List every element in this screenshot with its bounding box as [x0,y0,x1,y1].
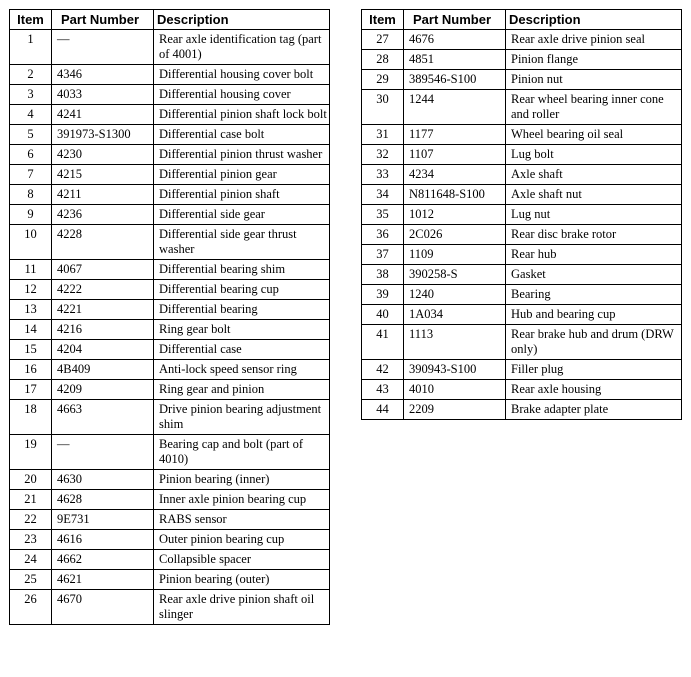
part-number-cell: 4234 [404,165,506,185]
item-number-cell: 43 [362,380,404,400]
item-number-cell: 20 [10,470,52,490]
item-number-cell: 1 [10,30,52,65]
parts-table-left-body [10,30,330,625]
item-number-cell: 36 [362,225,404,245]
item-number-cell: 34 [362,185,404,205]
item-number-cell: 32 [362,145,404,165]
item-number-cell: 44 [362,400,404,420]
description-cell: Pinion bearing (inner) [154,470,330,490]
item-number-cell: 30 [362,90,404,125]
item-number-cell: 22 [10,510,52,530]
description-cell: Axle shaft nut [506,185,682,205]
part-number-cell: 1107 [404,145,506,165]
table-row [10,570,330,590]
table-row [362,90,682,125]
description-cell: Rear hub [506,245,682,265]
part-number-cell: 4346 [52,65,154,85]
table-row [362,245,682,265]
column-header-description: Description [154,10,330,30]
item-number-cell: 14 [10,320,52,340]
item-number-cell: 23 [10,530,52,550]
parts-table-right [361,9,682,420]
part-number-cell: 9E731 [52,510,154,530]
table-row [10,550,330,570]
table-row [10,260,330,280]
part-number-cell: N811648-S100 [404,185,506,205]
description-cell: Differential side gear [154,205,330,225]
part-number-cell: 389546-S100 [404,70,506,90]
description-cell: Pinion bearing (outer) [154,570,330,590]
item-number-cell: 16 [10,360,52,380]
description-cell: Bearing [506,285,682,305]
table-row [10,380,330,400]
table-row [362,305,682,325]
item-number-cell: 19 [10,435,52,470]
part-number-cell: 1240 [404,285,506,305]
part-number-cell: 2C026 [404,225,506,245]
table-row [362,225,682,245]
part-number-cell: 4662 [52,550,154,570]
part-number-cell: 4010 [404,380,506,400]
item-number-cell: 38 [362,265,404,285]
table-row [10,340,330,360]
column-header-part-number: Part Number [404,10,506,30]
table-row [362,205,682,225]
table-row [10,225,330,260]
parts-table-right-body [362,30,682,420]
column-header-description: Description [506,10,682,30]
column-header-item: Item [362,10,404,30]
part-number-cell: 4211 [52,185,154,205]
item-number-cell: 7 [10,165,52,185]
description-cell: Wheel bearing oil seal [506,125,682,145]
table-row [10,185,330,205]
item-number-cell: 26 [10,590,52,625]
description-cell: Rear brake hub and drum (DRW only) [506,325,682,360]
table-header-row [362,10,682,30]
item-number-cell: 31 [362,125,404,145]
part-number-cell: 4630 [52,470,154,490]
part-number-cell: 4209 [52,380,154,400]
table-row [10,280,330,300]
description-cell: Rear axle housing [506,380,682,400]
description-cell: Pinion nut [506,70,682,90]
part-number-cell: 4228 [52,225,154,260]
description-cell: Hub and bearing cup [506,305,682,325]
description-cell: Differential housing cover [154,85,330,105]
table-row [362,165,682,185]
part-number-cell: 4215 [52,165,154,185]
part-number-cell: 390943-S100 [404,360,506,380]
description-cell: Brake adapter plate [506,400,682,420]
description-cell: Differential pinion thrust washer [154,145,330,165]
part-number-cell: 4B409 [52,360,154,380]
part-number-cell: 2209 [404,400,506,420]
table-row [10,510,330,530]
part-number-cell: 1012 [404,205,506,225]
table-row [362,360,682,380]
description-cell: Ring gear bolt [154,320,330,340]
part-number-cell: 4663 [52,400,154,435]
item-number-cell: 39 [362,285,404,305]
part-number-cell: 391973-S1300 [52,125,154,145]
part-number-cell: 4236 [52,205,154,225]
item-number-cell: 5 [10,125,52,145]
part-number-cell: 4621 [52,570,154,590]
description-cell: Differential housing cover bolt [154,65,330,85]
table-row [362,380,682,400]
item-number-cell: 6 [10,145,52,165]
table-row [362,125,682,145]
part-number-cell: — [52,30,154,65]
table-row [10,300,330,320]
description-cell: Lug bolt [506,145,682,165]
part-number-cell: 4204 [52,340,154,360]
part-number-cell: 4216 [52,320,154,340]
item-number-cell: 9 [10,205,52,225]
description-cell: Differential side gear thrust washer [154,225,330,260]
part-number-cell: 4033 [52,85,154,105]
table-row [10,30,330,65]
table-row [10,360,330,380]
item-number-cell: 18 [10,400,52,435]
table-row [10,490,330,510]
description-cell: Differential pinion shaft [154,185,330,205]
table-row [10,145,330,165]
part-number-cell: 4230 [52,145,154,165]
part-number-cell: 4676 [404,30,506,50]
table-row [10,590,330,625]
description-cell: Drive pinion bearing adjustment shim [154,400,330,435]
description-cell: Anti-lock speed sensor ring [154,360,330,380]
description-cell: Collapsible spacer [154,550,330,570]
table-header-row [10,10,330,30]
item-number-cell: 2 [10,65,52,85]
table-row [10,125,330,145]
description-cell: RABS sensor [154,510,330,530]
item-number-cell: 27 [362,30,404,50]
item-number-cell: 3 [10,85,52,105]
part-number-cell: 1177 [404,125,506,145]
description-cell: Rear axle drive pinion seal [506,30,682,50]
description-cell: Differential bearing [154,300,330,320]
description-cell: Rear wheel bearing inner cone and roller [506,90,682,125]
item-number-cell: 33 [362,165,404,185]
description-cell: Differential pinion gear [154,165,330,185]
description-cell: Inner axle pinion bearing cup [154,490,330,510]
table-row [362,30,682,50]
table-row [362,50,682,70]
table-row [10,165,330,185]
part-number-cell: 1113 [404,325,506,360]
item-number-cell: 8 [10,185,52,205]
table-row [10,435,330,470]
item-number-cell: 21 [10,490,52,510]
item-number-cell: 40 [362,305,404,325]
table-row [10,65,330,85]
part-number-cell: 1A034 [404,305,506,325]
description-cell: Rear axle drive pinion shaft oil slinger [154,590,330,625]
table-row [10,105,330,125]
item-number-cell: 24 [10,550,52,570]
description-cell: Axle shaft [506,165,682,185]
parts-table-left [9,9,330,625]
item-number-cell: 13 [10,300,52,320]
column-header-part-number: Part Number [52,10,154,30]
item-number-cell: 12 [10,280,52,300]
part-number-cell: — [52,435,154,470]
table-row [362,265,682,285]
item-number-cell: 11 [10,260,52,280]
table-row [362,185,682,205]
description-cell: Gasket [506,265,682,285]
table-row [362,145,682,165]
table-row [362,325,682,360]
table-row [10,85,330,105]
part-number-cell: 4222 [52,280,154,300]
item-number-cell: 25 [10,570,52,590]
part-number-cell: 4670 [52,590,154,625]
description-cell: Outer pinion bearing cup [154,530,330,550]
item-number-cell: 10 [10,225,52,260]
part-number-cell: 4616 [52,530,154,550]
description-cell: Rear axle identification tag (part of 4001) [154,30,330,65]
description-cell: Differential case bolt [154,125,330,145]
item-number-cell: 41 [362,325,404,360]
description-cell: Filler plug [506,360,682,380]
description-cell: Differential case [154,340,330,360]
part-number-cell: 4628 [52,490,154,510]
table-row [10,400,330,435]
item-number-cell: 29 [362,70,404,90]
description-cell: Bearing cap and bolt (part of 4010) [154,435,330,470]
description-cell: Pinion flange [506,50,682,70]
table-row [362,70,682,90]
column-header-item: Item [10,10,52,30]
item-number-cell: 4 [10,105,52,125]
item-number-cell: 37 [362,245,404,265]
item-number-cell: 15 [10,340,52,360]
table-row [10,530,330,550]
table-row [10,320,330,340]
part-number-cell: 4221 [52,300,154,320]
part-number-cell: 1244 [404,90,506,125]
table-row [362,400,682,420]
part-number-cell: 390258-S [404,265,506,285]
description-cell: Differential pinion shaft lock bolt [154,105,330,125]
part-number-cell: 1109 [404,245,506,265]
description-cell: Ring gear and pinion [154,380,330,400]
part-number-cell: 4067 [52,260,154,280]
table-row [10,470,330,490]
item-number-cell: 28 [362,50,404,70]
part-number-cell: 4851 [404,50,506,70]
item-number-cell: 17 [10,380,52,400]
part-number-cell: 4241 [52,105,154,125]
table-row [10,205,330,225]
description-cell: Rear disc brake rotor [506,225,682,245]
description-cell: Differential bearing shim [154,260,330,280]
item-number-cell: 42 [362,360,404,380]
item-number-cell: 35 [362,205,404,225]
description-cell: Differential bearing cup [154,280,330,300]
table-row [362,285,682,305]
description-cell: Lug nut [506,205,682,225]
